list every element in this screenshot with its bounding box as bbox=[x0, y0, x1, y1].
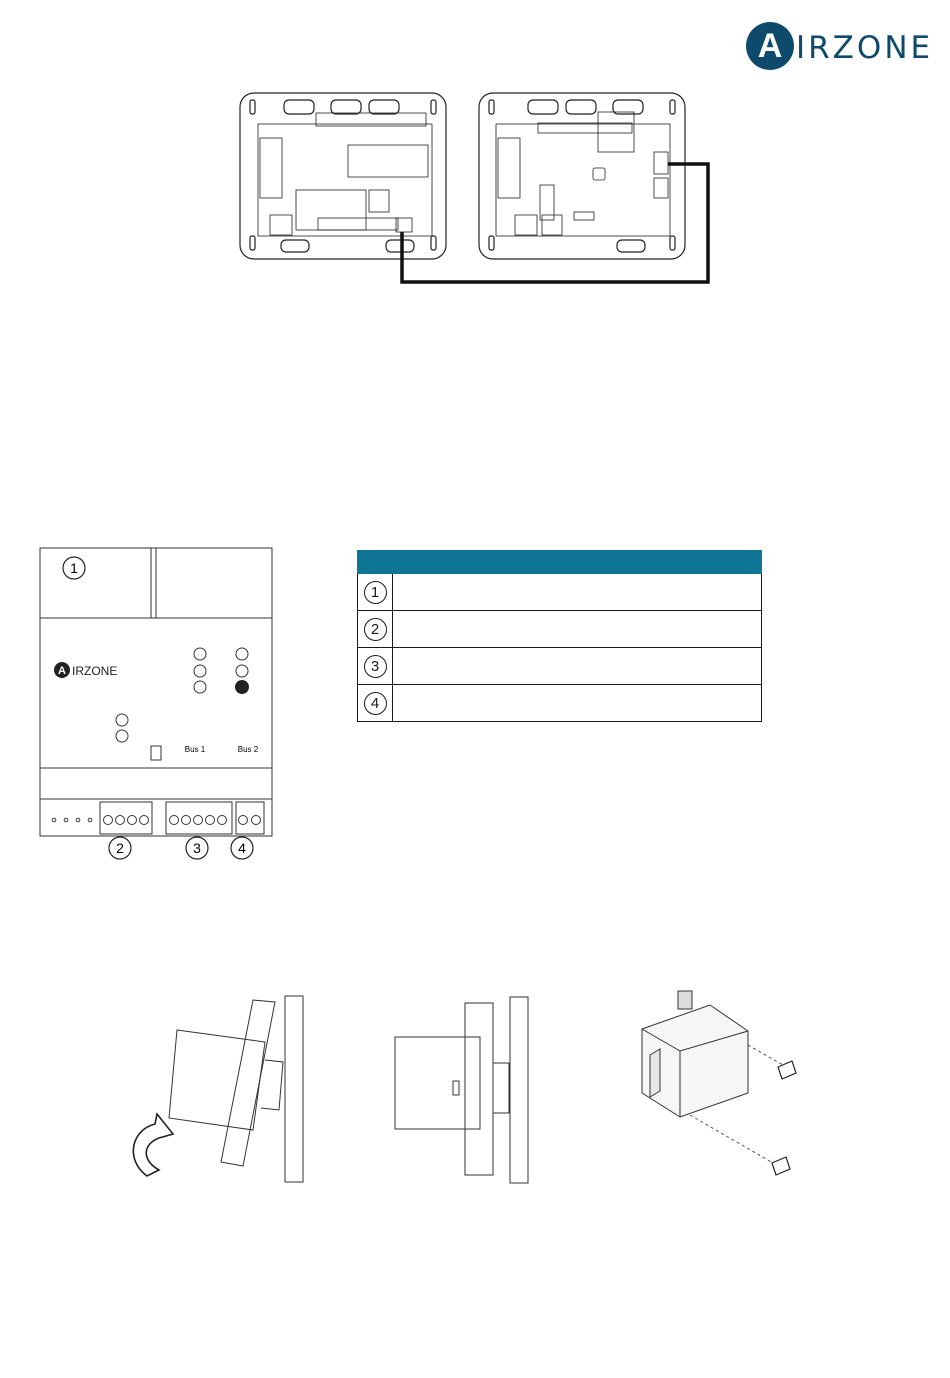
module-logo-initial: A bbox=[58, 665, 66, 677]
left-board-housing bbox=[240, 93, 446, 259]
screw-mount-diagram bbox=[630, 985, 820, 1185]
wall-plate bbox=[285, 996, 303, 1182]
bus-2-label: Bus 2 bbox=[237, 745, 259, 754]
terminal-block-2 bbox=[100, 802, 152, 834]
legend-num: 2 bbox=[364, 618, 387, 641]
callout-4: 4 bbox=[238, 840, 246, 856]
legend-text bbox=[393, 685, 762, 722]
legend-text bbox=[393, 574, 762, 611]
legend-row bbox=[358, 648, 762, 685]
bus-cable bbox=[402, 164, 708, 282]
legend-row bbox=[358, 574, 762, 611]
right-board-pcb bbox=[496, 124, 670, 236]
legend-header-row bbox=[358, 551, 762, 574]
legend-row bbox=[358, 685, 762, 722]
right-board-housing bbox=[479, 93, 685, 259]
legend-num: 3 bbox=[364, 655, 387, 678]
legend-header-num bbox=[358, 551, 393, 574]
legend-header-text bbox=[393, 551, 762, 574]
legend-text bbox=[393, 648, 762, 685]
rotate-arrow-icon bbox=[133, 1114, 173, 1176]
din-mount-step-2 bbox=[385, 995, 535, 1185]
button-dot bbox=[235, 680, 249, 694]
legend-num: 4 bbox=[364, 692, 387, 715]
legend-num: 1 bbox=[364, 581, 387, 604]
logo-initial: A bbox=[757, 26, 783, 65]
module-front-diagram bbox=[38, 544, 278, 864]
callout-2: 2 bbox=[116, 840, 124, 856]
terminal-block-3 bbox=[166, 802, 232, 834]
legend-text bbox=[393, 611, 762, 648]
callout-3: 3 bbox=[193, 840, 201, 856]
left-board-pcb bbox=[258, 124, 432, 236]
bus-1-label: Bus 1 bbox=[184, 745, 206, 754]
airzone-logo bbox=[746, 22, 936, 72]
din-mount-step-1 bbox=[125, 990, 315, 1190]
module-body bbox=[395, 1037, 480, 1129]
module-logo-text: IRZONE bbox=[72, 664, 118, 678]
board-wiring-diagram bbox=[236, 90, 716, 290]
right-board-terminal bbox=[654, 152, 668, 174]
wall-plate bbox=[510, 997, 528, 1183]
logo-circle bbox=[746, 22, 794, 70]
module-body-tilted bbox=[169, 1030, 265, 1130]
screw-icon bbox=[772, 1157, 790, 1175]
logo-wordmark: IRZONE bbox=[796, 30, 934, 66]
legend-row bbox=[358, 611, 762, 648]
legend-table bbox=[357, 550, 762, 722]
callout-1: 1 bbox=[70, 560, 78, 576]
